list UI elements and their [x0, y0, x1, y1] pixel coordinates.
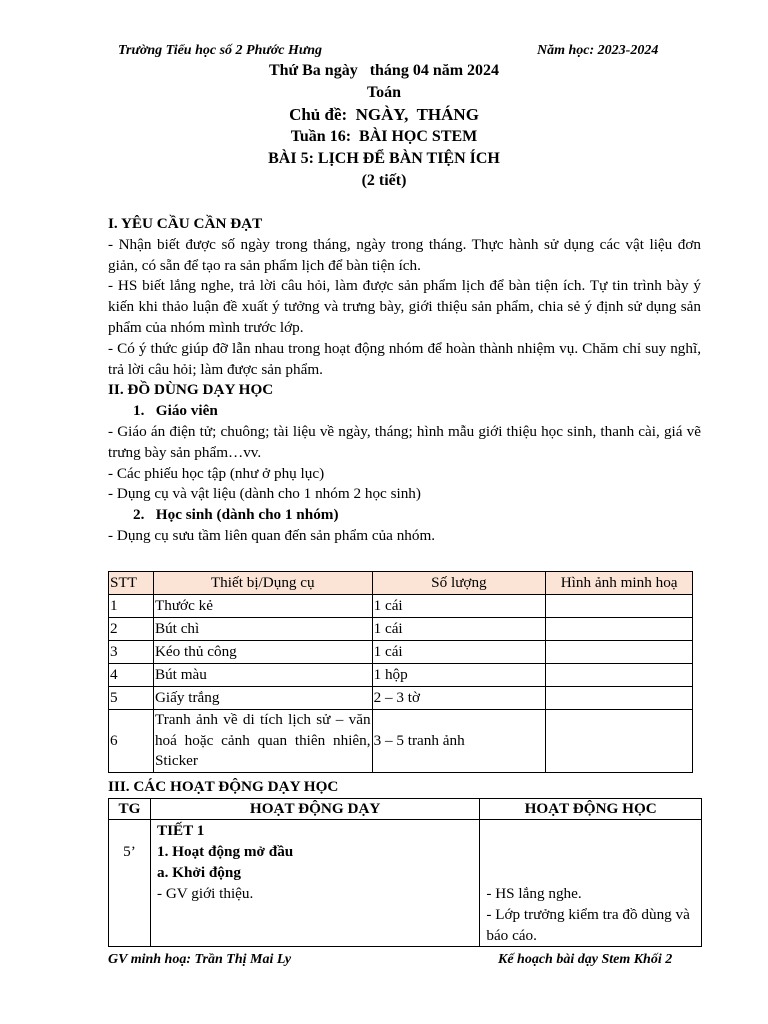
table-row: [109, 595, 693, 618]
activity-table: [108, 798, 702, 947]
section1-heading: I. YÊU CẦU CẦN ĐẠT: [108, 215, 263, 232]
student-step: - HS lắng nghe.: [486, 885, 582, 902]
lesson-name: BÀI 5: LỊCH ĐỂ BÀN TIỆN ÍCH: [268, 150, 500, 167]
column-header: Số lượng: [372, 572, 546, 595]
lesson-date: Thứ Ba ngày tháng 04 năm 2024: [268, 62, 500, 79]
column-header: Hình ảnh minh hoạ: [546, 572, 693, 595]
equipment-table: [108, 571, 693, 773]
student-heading: 2. Học sinh (dành cho 1 nhóm): [133, 506, 339, 524]
table-cell: [546, 710, 693, 773]
column-header: Thiết bị/Dụng cụ: [153, 572, 372, 595]
table-cell: [546, 618, 693, 641]
column-header: HOẠT ĐỘNG HỌC: [480, 799, 702, 820]
table-cell: 6: [109, 710, 154, 773]
lesson-periods: (2 tiết): [361, 172, 407, 189]
table-row: [109, 618, 693, 641]
activity-label: 1. Hoạt động mở đầu: [156, 843, 294, 860]
school-year: Năm học: 2023-2024: [537, 43, 659, 58]
table-header-row: [109, 799, 702, 820]
column-header: TG: [109, 799, 151, 820]
student-step: - Lớp trưởng kiểm tra đồ dùng và báo cáo.: [486, 906, 690, 944]
table-cell: 2 – 3 tờ: [372, 687, 546, 710]
section-requirements: [108, 214, 701, 547]
activity-time: 5’: [123, 843, 136, 860]
column-header: HOẠT ĐỘNG DẠY: [150, 799, 479, 820]
table-cell: 3: [109, 641, 154, 664]
table-cell: Giấy trắng: [153, 687, 372, 710]
requirement-1: - Nhận biết được số ngày trong tháng, ngày trong tháng. Thực hành sử dụng các vật liệu đơn giản, có sẵn để tạo ra sản phẩm lịch để bàn tiện ích.: [108, 235, 701, 274]
table-header-row: [109, 572, 693, 595]
teacher-step: - GV giới thiệu.: [156, 885, 254, 902]
table-cell: Kéo thủ công: [153, 641, 372, 664]
lesson-title-block: [0, 60, 768, 192]
table-row: [109, 820, 702, 947]
teacher-item-1: - Giáo án điện tử; chuông; tài liệu về ngày, tháng; hình mẫu giới thiệu học sinh, thanh cài, giá vẽ trưng bày sản phẩm…vv.: [108, 422, 701, 461]
table-cell: [546, 664, 693, 687]
table-row: [109, 641, 693, 664]
section3-heading: III. CÁC HOẠT ĐỘNG DẠY HỌC: [108, 778, 339, 795]
table-cell: 5: [109, 687, 154, 710]
school-name: Trường Tiểu học số 2 Phước Hưng: [118, 43, 323, 58]
table-cell: Bút chì: [153, 618, 372, 641]
table-cell: Thước kẻ: [153, 595, 372, 618]
teacher-item-3: - Dụng cụ và vật liệu (dành cho 1 nhóm 2 học sinh): [108, 485, 421, 503]
teaching-cell: [150, 820, 479, 947]
table-cell: 1 cái: [372, 641, 546, 664]
sub-activity-label: a. Khởi động: [156, 864, 241, 881]
week-title: Tuần 16: BÀI HỌC STEM: [290, 128, 478, 145]
topic-title: Chủ đề: NGÀY, THÁNG: [289, 105, 479, 124]
table-cell: 2: [109, 618, 154, 641]
table-cell: 1 hộp: [372, 664, 546, 687]
student-item-1: - Dụng cụ sưu tầm liên quan đến sản phẩm của nhóm.: [108, 526, 436, 544]
table-row: [109, 687, 693, 710]
column-header: STT: [109, 572, 154, 595]
requirement-3: - Có ý thức giúp đỡ lẫn nhau trong hoạt động nhóm để hoàn thành nhiệm vụ. Chăm chỉ suy nghĩ, trả lời câu hỏi; làm được sản phẩm.: [108, 339, 701, 378]
time-cell: [109, 820, 151, 947]
requirement-2: - HS biết lắng nghe, trả lời câu hỏi, làm được sản phẩm lịch để bàn tiện ích. Tự tin trình bày ý kiến khi thảo luận đề xuất ý tưởng và trưng bày, giới thiệu sản phẩm, chia sẻ ý định sử dụng sản phẩm của nhóm mình trước lớp.: [108, 277, 701, 336]
table-row: [109, 710, 693, 773]
table-cell: [546, 687, 693, 710]
teacher-heading: 1. Giáo viên: [133, 402, 218, 420]
table-cell: Bút màu: [153, 664, 372, 687]
table-cell: 1: [109, 595, 154, 618]
section2-heading: II. ĐỒ DÙNG DẠY HỌC: [108, 381, 274, 399]
table-cell: 1 cái: [372, 618, 546, 641]
learning-cell: [480, 820, 702, 947]
table-cell: 3 – 5 tranh ảnh: [372, 710, 546, 773]
subject-title: Toán: [366, 84, 402, 101]
table-cell: 4: [109, 664, 154, 687]
period-label: TIẾT 1: [156, 822, 205, 839]
table-cell: Tranh ảnh về di tích lịch sử – văn hoá hoặc cảnh quan thiên nhiên, Sticker: [153, 710, 372, 773]
table-cell: 1 cái: [372, 595, 546, 618]
footer-author: GV minh hoạ: Trần Thị Mai Ly: [108, 952, 292, 967]
table-cell: [546, 595, 693, 618]
table-row: [109, 664, 693, 687]
table-cell: [546, 641, 693, 664]
footer-plan: Kế hoạch bài dạy Stem Khối 2: [498, 952, 673, 967]
teacher-item-2: - Các phiếu học tập (như ở phụ lục): [108, 464, 325, 482]
